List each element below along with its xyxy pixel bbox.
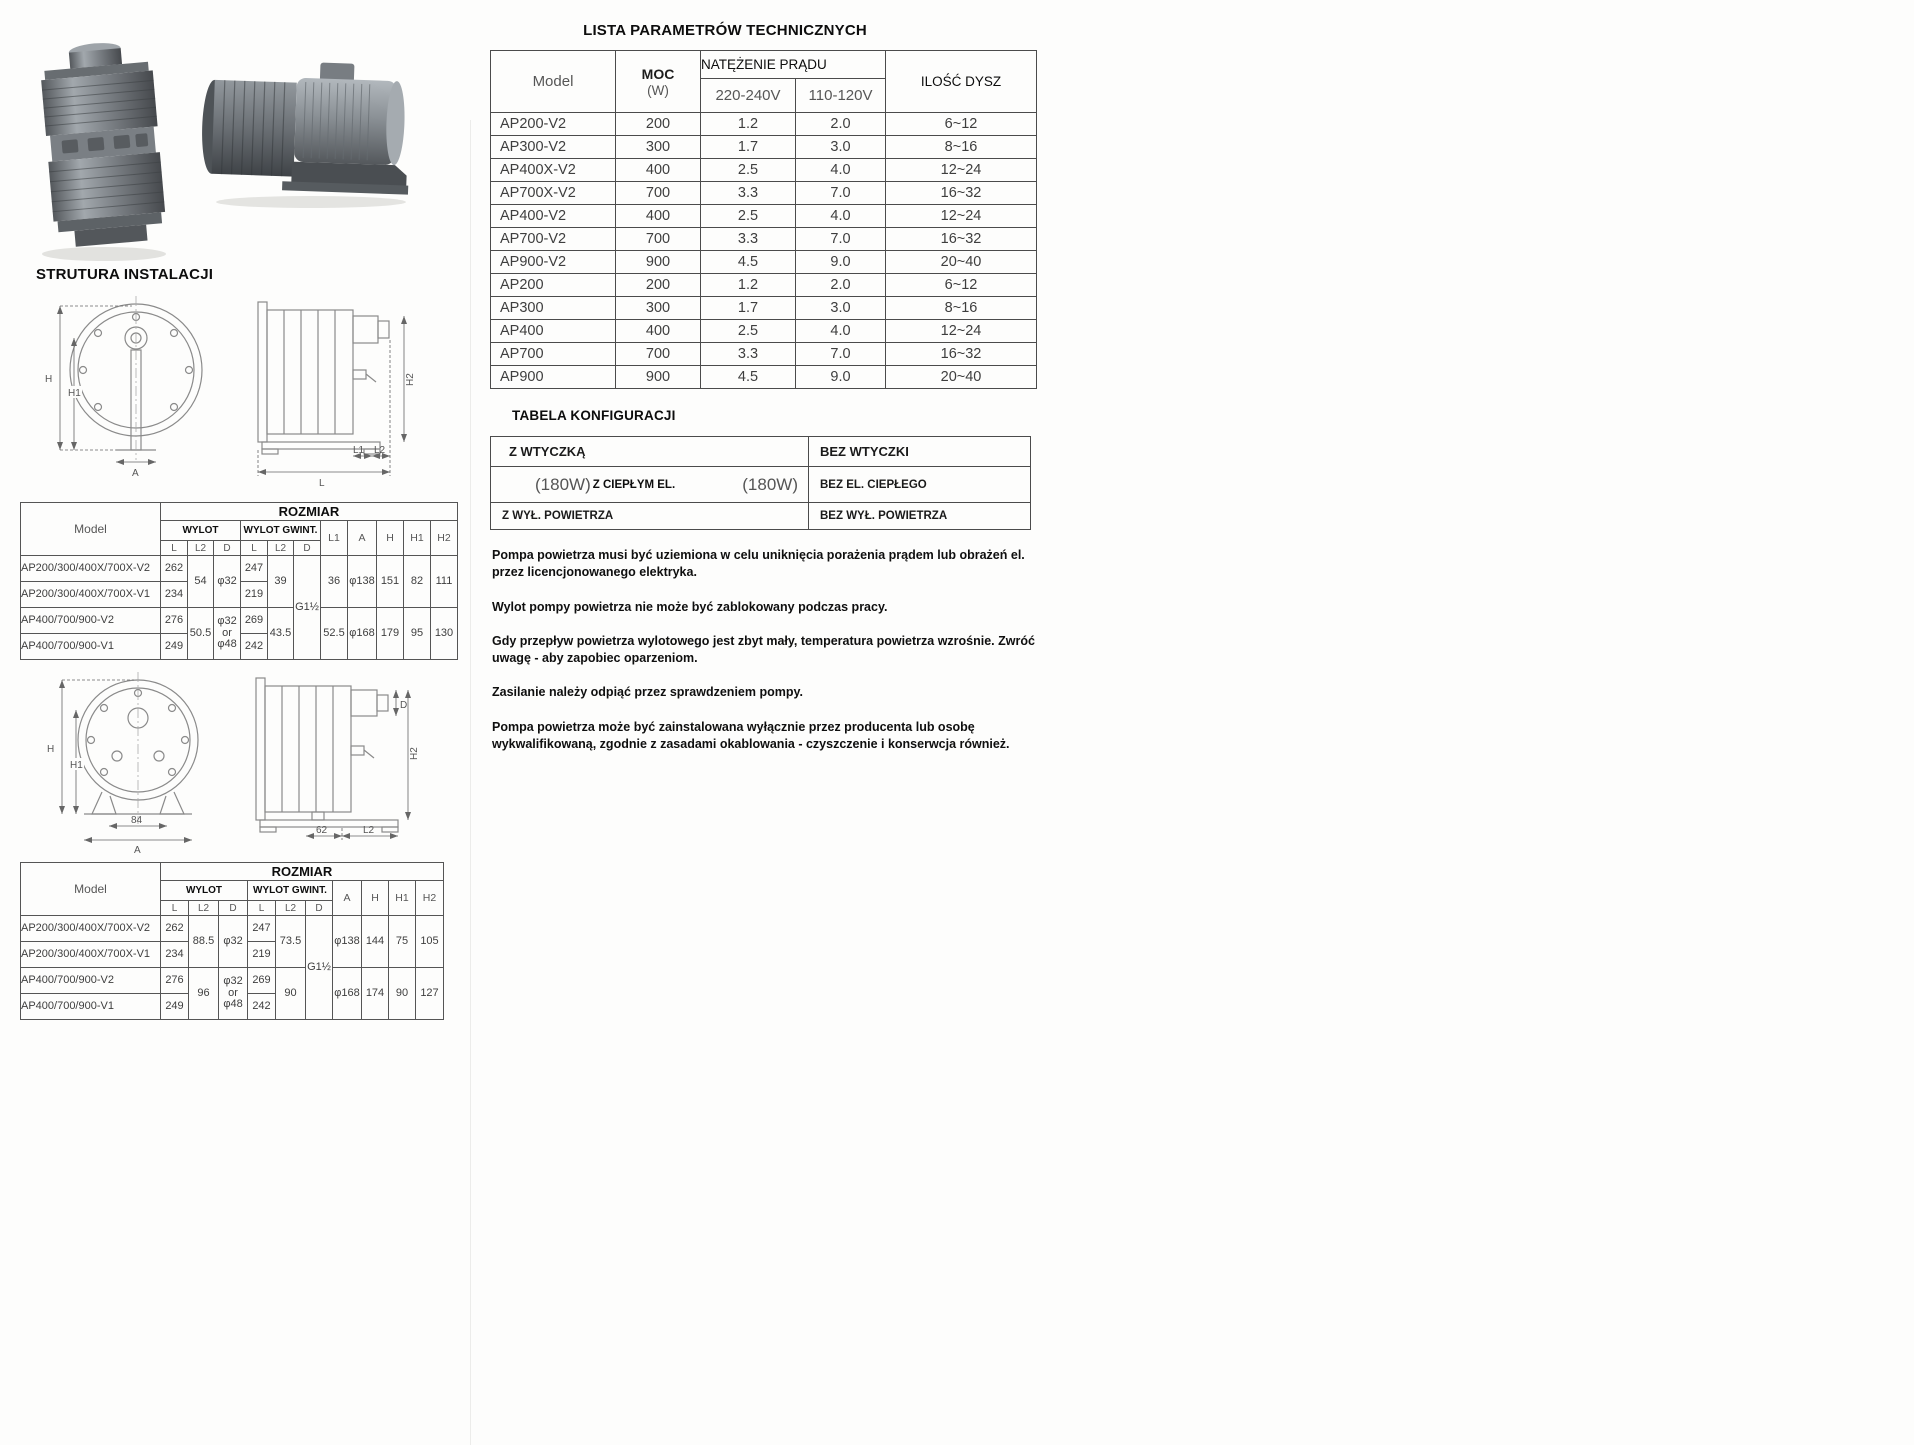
drawing-circle — [101, 769, 108, 776]
cell-current-220: 3.3 — [701, 182, 796, 205]
wylot-gwint-header: WYLOT GWINT. — [241, 521, 321, 541]
drawing-circle — [154, 751, 164, 761]
moc-label: MOC — [641, 65, 675, 82]
cell-current-110: 4.0 — [796, 205, 886, 228]
drawing-rect — [353, 316, 378, 343]
col-header-nozzles: ILOŚĆ DYSZ — [886, 51, 1037, 113]
drawing-rect — [87, 137, 104, 151]
table-row — [21, 916, 444, 942]
dim-label-h1-2: H1 — [70, 760, 83, 771]
cell-moc: 400 — [616, 320, 701, 343]
table-cell: 73.5 — [276, 916, 306, 968]
table-cell: 130 — [431, 608, 458, 660]
params-table-title: LISTA PARAMETRÓW TECHNICZNYCH — [583, 22, 867, 39]
cell-model: AP900-V2 — [491, 251, 616, 274]
table-cell: AP400/700/900-V2 — [21, 968, 161, 994]
params-table — [490, 50, 1037, 389]
heater-label: Z CIEPŁYM EL. — [592, 478, 676, 491]
cell-nozzles: 20~40 — [886, 251, 1037, 274]
table-cell: L — [248, 901, 276, 916]
cell-current-220: 1.2 — [701, 274, 796, 297]
table-cell: φ138 — [348, 556, 377, 608]
installation-drawing-2 — [16, 668, 468, 865]
config-table-title: TABELA KONFIGURACJI — [512, 408, 676, 423]
installation-drawing-1 — [16, 290, 464, 507]
col-header-220-240v: 220-240V — [701, 79, 796, 113]
drawing-circle — [171, 330, 178, 337]
params-table-section — [490, 50, 1037, 389]
config-with-plug: Z WTYCZKĄ — [491, 437, 809, 467]
cell-nozzles: 16~32 — [886, 182, 1037, 205]
drawing-rect — [258, 302, 267, 442]
table-cell: 50.5 — [188, 608, 214, 660]
table-cell: 242 — [248, 994, 276, 1020]
cell-current-110: 7.0 — [796, 182, 886, 205]
drawing-circle — [112, 751, 122, 761]
cell-moc: 300 — [616, 297, 701, 320]
cell-nozzles: 12~24 — [886, 159, 1037, 182]
params-table-body — [491, 113, 1037, 389]
drawing-circle — [80, 367, 87, 374]
table-cell: 234 — [161, 582, 188, 608]
drawing-circle — [101, 705, 108, 712]
table-cell: 39 — [268, 556, 294, 608]
table-cell: 75 — [389, 916, 416, 968]
params-table-row — [491, 251, 1037, 274]
drawing-path — [160, 792, 184, 814]
dim-label-h-2: H — [47, 744, 55, 755]
rozmiar1-model-header: Model — [21, 503, 161, 556]
cell-model: AP400X-V2 — [491, 159, 616, 182]
table-cell: G1½ — [306, 916, 333, 1020]
drawing-rect — [378, 321, 389, 338]
table-cell: φ32 — [214, 556, 241, 608]
drawing-rect — [351, 690, 377, 716]
warning-installation: Pompa powietrza może być zainstalowana wyłącznie przez producenta lub osobę wykwalifikowaną, zgodnie z zasadami okablowania - czyszczenie i konserwcja również. — [492, 719, 1010, 751]
table-cell: 269 — [241, 608, 268, 634]
cell-current-110: 7.0 — [796, 343, 886, 366]
drawing-circle — [169, 769, 176, 776]
scan-fold-line — [470, 120, 471, 1445]
table-cell: 247 — [248, 916, 276, 942]
cell-nozzles: 20~40 — [886, 366, 1037, 389]
cell-current-110: 9.0 — [796, 251, 886, 274]
heater-watt-right: (180W) — [742, 474, 798, 494]
side-dim-lines-2 — [306, 690, 408, 840]
table-cell: A — [333, 881, 362, 916]
table-cell: AP400/700/900-V2 — [21, 608, 161, 634]
dim-label-d: D — [400, 700, 408, 711]
table-cell: A — [348, 521, 377, 556]
cell-nozzles: 6~12 — [886, 113, 1037, 136]
cell-model: AP300-V2 — [491, 136, 616, 159]
table-cell: 219 — [248, 942, 276, 968]
config-without-heater: BEZ EL. CIEPŁEGO — [809, 467, 1031, 503]
params-table-row — [491, 297, 1037, 320]
drawing-circle — [95, 330, 102, 337]
params-table-row — [491, 274, 1037, 297]
col-header-110-120v: 110-120V — [796, 79, 886, 113]
cell-current-110: 3.0 — [796, 297, 886, 320]
table-cell: φ138 — [333, 916, 362, 968]
rozmiar2-title: ROZMIAR — [161, 863, 444, 881]
cell-moc: 900 — [616, 251, 701, 274]
table-cell: L2 — [188, 541, 214, 556]
drawing-rect — [267, 310, 353, 434]
table-row — [21, 503, 458, 521]
config-row-air-switch — [491, 503, 1031, 530]
drawing-rect — [135, 133, 148, 147]
table-cell: 82 — [404, 556, 431, 608]
config-with-heater — [491, 467, 809, 503]
config-with-air-switch: Z WYŁ. POWIETRZA — [491, 503, 809, 530]
drawing-rect — [260, 827, 276, 832]
cell-current-110: 2.0 — [796, 274, 886, 297]
table-cell: φ32 or φ48 — [219, 968, 248, 1020]
side-view-type1 — [258, 302, 389, 454]
cell-nozzles: 6~12 — [886, 274, 1037, 297]
table-cell: 242 — [241, 634, 268, 660]
table-cell: 151 — [377, 556, 404, 608]
params-table-row — [491, 366, 1037, 389]
cell-moc: 900 — [616, 366, 701, 389]
drawing-circle — [169, 705, 176, 712]
params-table-row — [491, 136, 1037, 159]
drawing-rect — [312, 812, 324, 820]
cell-moc: 700 — [616, 228, 701, 251]
table-cell: 144 — [362, 916, 389, 968]
wylot-header: WYLOT — [161, 521, 241, 541]
cell-current-220: 3.3 — [701, 343, 796, 366]
drawing-line — [366, 374, 376, 382]
config-without-plug: BEZ WTYCZKI — [809, 437, 1031, 467]
params-table-row — [491, 343, 1037, 366]
drawing-2-svg — [16, 668, 468, 860]
table-cell: 269 — [248, 968, 276, 994]
table-row — [21, 608, 458, 634]
table-cell: 262 — [161, 916, 189, 942]
cell-moc: 700 — [616, 343, 701, 366]
drawing-circle — [182, 737, 189, 744]
drawing-line — [364, 750, 374, 758]
dim-label-a: A — [132, 468, 139, 479]
table-cell: 249 — [161, 994, 189, 1020]
product-photo-horizontal-pump — [196, 50, 414, 223]
warning-grounding: Pompa powietrza musi być uziemiona w celu uniknięcia porażenia prądem lub obrażeń el. przez licencjonowanego elektryka. — [492, 548, 1025, 580]
table-cell: D — [219, 901, 248, 916]
table-cell: L — [161, 541, 188, 556]
table-cell: AP400/700/900-V1 — [21, 634, 161, 660]
drawing-rect — [353, 370, 366, 379]
table-cell: 276 — [161, 608, 188, 634]
table-cell: φ32 — [219, 916, 248, 968]
dim-label-h1: H1 — [68, 388, 81, 399]
drawing-circle — [95, 404, 102, 411]
table-cell: AP400/700/900-V1 — [21, 994, 161, 1020]
moc-unit-label: (W) — [647, 82, 669, 98]
params-table-row — [491, 159, 1037, 182]
table-cell: H — [377, 521, 404, 556]
col-header-moc — [616, 51, 701, 113]
config-row-heater — [491, 467, 1031, 503]
cell-current-220: 1.7 — [701, 136, 796, 159]
rozmiar1-title: ROZMIAR — [161, 503, 458, 521]
vertical-pump-illustration — [25, 36, 183, 274]
drawing-path — [92, 792, 116, 814]
wylot-header-2: WYLOT — [161, 881, 248, 901]
table-cell: D — [214, 541, 241, 556]
table-cell: AP200/300/400X/700X-V2 — [21, 556, 161, 582]
cell-current-110: 9.0 — [796, 366, 886, 389]
cell-model: AP200 — [491, 274, 616, 297]
cell-model: AP200-V2 — [491, 113, 616, 136]
cell-current-220: 2.5 — [701, 159, 796, 182]
cell-current-110: 4.0 — [796, 320, 886, 343]
cell-nozzles: 12~24 — [886, 205, 1037, 228]
table-cell: H — [362, 881, 389, 916]
table-cell: 234 — [161, 942, 189, 968]
cell-nozzles: 12~24 — [886, 320, 1037, 343]
table-cell: 179 — [377, 608, 404, 660]
drawing-rect — [262, 449, 278, 454]
cell-model: AP400 — [491, 320, 616, 343]
rozmiar-table-2 — [20, 862, 444, 1020]
dim-label-l2-2: L2 — [363, 825, 375, 836]
warning-temperature: Gdy przepływ powietrza wylotowego jest zbyt mały, temperatura powietrza wzrośnie. Zwróć uwagę - aby zapobiec oparzeniom. — [492, 633, 1035, 665]
front-dim-lines-1 — [60, 306, 156, 462]
table-cell: D — [294, 541, 321, 556]
params-table-row — [491, 320, 1037, 343]
drawing-rect — [113, 135, 130, 149]
params-table-row — [491, 113, 1037, 136]
table-cell: 36 — [321, 556, 348, 608]
params-table-row — [491, 182, 1037, 205]
drawing-rect — [260, 820, 398, 827]
table-cell: H2 — [431, 521, 458, 556]
table-body — [21, 503, 458, 660]
table-body — [491, 437, 1031, 530]
col-header-model: Model — [491, 51, 616, 113]
cell-model: AP700-V2 — [491, 228, 616, 251]
drawing-group — [38, 39, 167, 249]
dim-label-h2: H2 — [405, 373, 416, 386]
table-cell: 96 — [189, 968, 219, 1020]
table-cell: 105 — [416, 916, 444, 968]
config-table-section — [490, 436, 1031, 530]
table-cell: 262 — [161, 556, 188, 582]
dim-label-a-2: A — [134, 845, 141, 856]
table-head — [491, 51, 1037, 113]
cell-moc: 700 — [616, 182, 701, 205]
cell-nozzles: 8~16 — [886, 297, 1037, 320]
table-cell: L2 — [276, 901, 306, 916]
cell-model: AP700X-V2 — [491, 182, 616, 205]
cell-current-220: 2.5 — [701, 205, 796, 228]
cell-model: AP400-V2 — [491, 205, 616, 228]
table-cell: φ32 or φ48 — [214, 608, 241, 660]
table-cell: L1 — [321, 521, 348, 556]
horizontal-pump-illustration — [196, 50, 414, 218]
params-table-row — [491, 205, 1037, 228]
cell-current-110: 2.0 — [796, 113, 886, 136]
table-cell: L — [161, 901, 189, 916]
cell-moc: 200 — [616, 113, 701, 136]
table-cell: H2 — [416, 881, 444, 916]
cell-moc: 400 — [616, 205, 701, 228]
warning-power-disconnect: Zasilanie należy odpiąć przez sprawdzeniem pompy. — [492, 685, 803, 700]
cell-current-110: 4.0 — [796, 159, 886, 182]
dim-label-84: 84 — [131, 815, 143, 826]
params-table-row — [491, 228, 1037, 251]
drawing-rect — [351, 746, 364, 755]
structure-section-title: STRUTURA INSTALACJI — [36, 266, 214, 283]
table-row — [21, 968, 444, 994]
dim-label-l2: L2 — [374, 445, 386, 456]
dim-label-h: H — [45, 374, 53, 385]
table-cell: H1 — [404, 521, 431, 556]
table-cell: 111 — [431, 556, 458, 608]
cell-nozzles: 8~16 — [886, 136, 1037, 159]
warning-outlet-blocked: Wylot pompy powietrza nie może być zablokowany podczas pracy. — [492, 599, 888, 614]
config-table — [490, 436, 1031, 530]
dim-label-l: L — [319, 478, 325, 489]
table-cell: L2 — [189, 901, 219, 916]
warnings-section — [492, 547, 1060, 770]
rozmiar-table-2-section — [20, 862, 444, 1020]
drawing-group — [200, 58, 412, 194]
table-cell: 276 — [161, 968, 189, 994]
table-cell: 88.5 — [189, 916, 219, 968]
table-cell: 219 — [241, 582, 268, 608]
table-cell: 90 — [389, 968, 416, 1020]
dim-label-h2-2: H2 — [409, 747, 420, 760]
cell-model: AP700 — [491, 343, 616, 366]
cell-current-110: 3.0 — [796, 136, 886, 159]
heater-watt-left: (180W) — [535, 474, 591, 494]
table-cell: L — [241, 541, 268, 556]
drawing-rect — [256, 678, 265, 820]
drawing-rect — [62, 139, 79, 153]
table-cell: AP200/300/400X/700X-V2 — [21, 916, 161, 942]
cell-current-220: 2.5 — [701, 320, 796, 343]
drawing-ellipse — [216, 196, 406, 208]
drawing-circle — [88, 737, 95, 744]
table-cell: 247 — [241, 556, 268, 582]
drawing-rect — [377, 695, 388, 711]
table-row — [21, 556, 458, 582]
cell-current-220: 4.5 — [701, 251, 796, 274]
cell-current-220: 1.2 — [701, 113, 796, 136]
cell-nozzles: 16~32 — [886, 228, 1037, 251]
table-cell: D — [306, 901, 333, 916]
cell-current-220: 3.3 — [701, 228, 796, 251]
table-row — [21, 863, 444, 881]
table-cell: 43.5 — [268, 608, 294, 660]
dim-label-62: 62 — [316, 825, 328, 836]
cell-moc: 300 — [616, 136, 701, 159]
side-view-type2 — [256, 678, 398, 832]
drawing-ellipse — [42, 247, 166, 261]
rozmiar2-model-header: Model — [21, 863, 161, 916]
table-cell: L2 — [268, 541, 294, 556]
rozmiar-table-1 — [20, 502, 458, 660]
table-cell: AP200/300/400X/700X-V1 — [21, 942, 161, 968]
table-cell: H1 — [389, 881, 416, 916]
table-cell: 90 — [276, 968, 306, 1020]
cell-moc: 400 — [616, 159, 701, 182]
drawing-1-svg — [16, 290, 464, 502]
table-cell: φ168 — [333, 968, 362, 1020]
config-without-air-switch: BEZ WYŁ. POWIETRZA — [809, 503, 1031, 530]
product-photo-vertical-pump — [25, 36, 183, 279]
drawing-rect — [265, 686, 351, 812]
table-cell: G1½ — [294, 556, 321, 660]
rozmiar-table-1-section — [20, 502, 458, 660]
table-cell: 127 — [416, 968, 444, 1020]
config-row-plug — [491, 437, 1031, 467]
table-cell: AP200/300/400X/700X-V1 — [21, 582, 161, 608]
table-body — [21, 863, 444, 1020]
cell-current-220: 4.5 — [701, 366, 796, 389]
cell-model: AP900 — [491, 366, 616, 389]
col-header-current: NATĘŻENIE PRĄDU — [701, 51, 886, 79]
wylot-gwint-header-2: WYLOT GWINT. — [248, 881, 333, 901]
table-cell: 249 — [161, 634, 188, 660]
table-cell: 52.5 — [321, 608, 348, 660]
drawing-circle — [186, 367, 193, 374]
cell-current-220: 1.7 — [701, 297, 796, 320]
heater-line — [491, 475, 808, 495]
table-cell: 95 — [404, 608, 431, 660]
cell-current-110: 7.0 — [796, 228, 886, 251]
table-cell: 174 — [362, 968, 389, 1020]
params-header-row-1 — [491, 51, 1037, 79]
drawing-rect — [382, 827, 398, 832]
cell-nozzles: 16~32 — [886, 343, 1037, 366]
cell-moc: 200 — [616, 274, 701, 297]
table-cell: φ168 — [348, 608, 377, 660]
cell-model: AP300 — [491, 297, 616, 320]
drawing-circle — [171, 404, 178, 411]
table-cell: 54 — [188, 556, 214, 608]
dim-label-l1: L1 — [353, 445, 365, 456]
